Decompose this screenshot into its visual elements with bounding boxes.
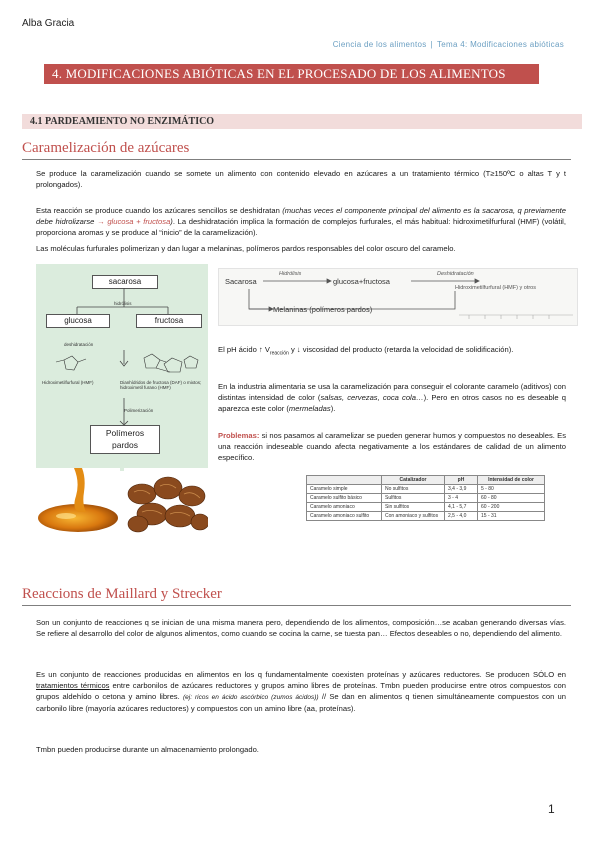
text-span: ).	[330, 404, 336, 413]
paragraph-industria	[218, 381, 566, 414]
table-cell: 3 - 4	[445, 494, 478, 503]
table-cell: 4,1 - 5,7	[445, 503, 478, 512]
table-cell: Con amoniaco y sulfitos	[382, 512, 445, 521]
table-cell: 5 - 80	[478, 485, 545, 494]
text-glucose: glucosa + fructosa	[107, 217, 171, 226]
table-cell: 60 - 200	[478, 503, 545, 512]
scheme-sacarosa: Sacarosa	[225, 277, 257, 286]
text-span: Esta reacción se produce cuando los azúcares sencillos se deshidratan	[36, 206, 283, 215]
scheme-glucosa-fructosa: glucosa+fructosa	[333, 277, 390, 286]
label-dianhidridos: Dianhídridos de fructosa (DAF) o mixtos; hidroximetil furano (HMF)	[120, 380, 202, 390]
box-polimeros	[90, 425, 160, 454]
table-row	[307, 494, 545, 503]
text-span: . La deshidratación implica la formación de complejos furfurales, el más habitual: hidroximetilfurfural (HMF) (volátil, proporciona aromas y se produce al “inicio” de la caramelización).	[36, 217, 566, 237]
paragraph-maillard-intro: Son un conjunto de reacciones q se inician de una misma manera pero, dependiendo de los alimentos, composición…se acaban generando diversas vías. Se refiere al desarrollo del color de algunos alimentos, como cuando se cocina la carne, se tuesta pan… Efectos deseables o no, dependiendo del alimento.	[36, 618, 566, 638]
text-span-italic: (ej: ricos en ácido ascórbico (zumos ácidos))	[183, 694, 319, 701]
subsection-maillard: Reaccions de Maillard y Strecker	[22, 586, 571, 606]
table-row	[307, 512, 545, 521]
table-header-cell	[307, 476, 382, 485]
table-cell: Caramelo sulfito básico	[307, 494, 382, 503]
table-header-cell: Catalizador	[382, 476, 445, 485]
paragraph-problemas	[218, 430, 566, 463]
text-span-italic-close: )	[170, 217, 173, 226]
table-cell: 15 - 31	[478, 512, 545, 521]
text-span: Es un conjunto de reacciones producidas en alimentos en los q fundamentalmente coexisten proteínas y azúcares reductores. Se producen SÓLO en	[36, 670, 566, 679]
text-span-italic: (muchas veces el componente principal del alimento es la sacarosa, q previamente debe hidrolizarse	[36, 206, 567, 226]
table-header-cell: pH	[445, 476, 478, 485]
header-separator: |	[430, 40, 433, 49]
text-span-italic: salsas, cervezas, coca cola…	[320, 393, 424, 402]
label-hidrolisis: hidrólisis	[114, 301, 132, 306]
caramel-types-table	[306, 475, 545, 521]
text-span: El pH ácido ↑ V	[218, 345, 270, 354]
text-span: entre carbonilos de azúcares reductores y grupos amino libres de proteínas. Tmbn pueden producirse entre otros compuestos con grupos aldehído o cetona y amino libres.	[36, 681, 566, 701]
paragraph-maillard-def	[36, 669, 566, 714]
scheme-deshidratacion: Deshidratación	[437, 271, 474, 277]
label-hmf: Hidroximetilfurfural (HMF)	[42, 380, 94, 385]
polimeros-line2: pardos	[112, 440, 138, 450]
table-header-row	[307, 476, 545, 485]
table-header-cell: Intensidad de color	[478, 476, 545, 485]
course-name: Ciencia de los alimentos	[332, 40, 427, 49]
author-name: Alba Gracia	[22, 18, 75, 29]
table-cell: 60 - 80	[478, 494, 545, 503]
section-title: 4.1 PARDEAMIENTO NO ENZIMÁTICO	[22, 114, 582, 129]
table-cell: Sulfitos	[382, 494, 445, 503]
subsection-caramelizacion: Caramelización de azúcares	[22, 140, 571, 160]
nuts-photo	[124, 468, 208, 536]
label-deshidratacion: deshidratación	[64, 342, 94, 347]
table-row	[307, 485, 545, 494]
text-span: // Se dan en alimentos q tienen simultáneamente compuestos con un carbonilo libre (mayoría azúcares reductores) y compuestos con un amino libre (aa, proteínas).	[36, 692, 567, 713]
table-cell: 2,5 - 4,0	[445, 512, 478, 521]
table-row	[307, 503, 545, 512]
scheme-arrows	[219, 269, 577, 325]
text-span-italic: mermeladas	[288, 404, 331, 413]
table-cell: Caramelo simple	[307, 485, 382, 494]
caramelization-diagram	[36, 264, 208, 471]
box-fructosa: fructosa	[136, 314, 202, 328]
scheme-hmf: Hidroximetilfurfural (HMF) y otros	[455, 285, 536, 291]
text-underlined: tratamientos térmicos	[36, 681, 110, 690]
running-head	[333, 40, 564, 49]
box-sacarosa: sacarosa	[92, 275, 158, 289]
subscript-reaccion: reacción	[269, 350, 289, 357]
table-cell: No sulfitos	[382, 485, 445, 494]
reaction-scheme	[218, 268, 578, 326]
topic-name: Tema 4: Modificaciones abióticas	[437, 40, 564, 49]
daf-structure-icon	[144, 354, 198, 372]
table-cell: Caramelo amoniaco sulfito	[307, 512, 382, 521]
polimeros-line1: Polímeros	[105, 428, 145, 438]
text-span: y ↓ viscosidad del producto (retarda la velocidad de solidificación).	[288, 345, 514, 354]
table-cell: Sin sulfitos	[382, 503, 445, 512]
chapter-title: 4. MODIFICACIONES ABIÓTICAS EN EL PROCESADO DE LOS ALIMENTOS	[44, 64, 539, 84]
paragraph-melaninas: Las moléculas furfurales polimerizan y dan lugar a melaninas, polímeros pardos responsables del color oscuro del caramelo.	[36, 244, 456, 253]
text-span: si nos pasamos al caramelizar se pueden generar humos y compuestos no deseables. Es una reacción indeseable cuando afecta negativamente a los estándares de calidad de un alimento específico.	[218, 431, 566, 462]
page-number: 1	[548, 802, 555, 816]
paragraph-caramelizacion-def: Se produce la caramelización cuando se somete un alimento con contenido elevado en azúcares a un tratamiento térmico (T≥150ºC o altas T y t prolongados).	[36, 169, 566, 189]
paragraph-ph	[218, 344, 566, 360]
box-glucosa: glucosa	[46, 314, 110, 328]
label-problemas: Problemas:	[218, 431, 260, 440]
scheme-hidrolisis: Hidrólisis	[279, 271, 302, 277]
table-cell: 3,4 - 3,9	[445, 485, 478, 494]
paragraph-almacenamiento: Tmbn pueden producirse durante un almacenamiento prolongado.	[36, 745, 259, 754]
scheme-melaninas: Melaninas (polímeros pardos)	[273, 305, 373, 314]
text-span: ). Pero en otros casos no es deseable q aparezca este color (	[218, 393, 566, 413]
label-polimerizacion: Polimerización	[124, 408, 154, 413]
hmf-structure-icon	[56, 356, 86, 370]
table-cell: Caramelo amoniaco	[307, 503, 382, 512]
arrow-glyph: →	[97, 217, 105, 226]
text-span: En la industria alimentaria se usa la caramelización para conseguir el colorante caramelo (aditivos) con distintas intensidad de color (	[218, 382, 566, 402]
caramel-photo	[36, 468, 120, 536]
paragraph-deshidratacion	[36, 205, 566, 238]
